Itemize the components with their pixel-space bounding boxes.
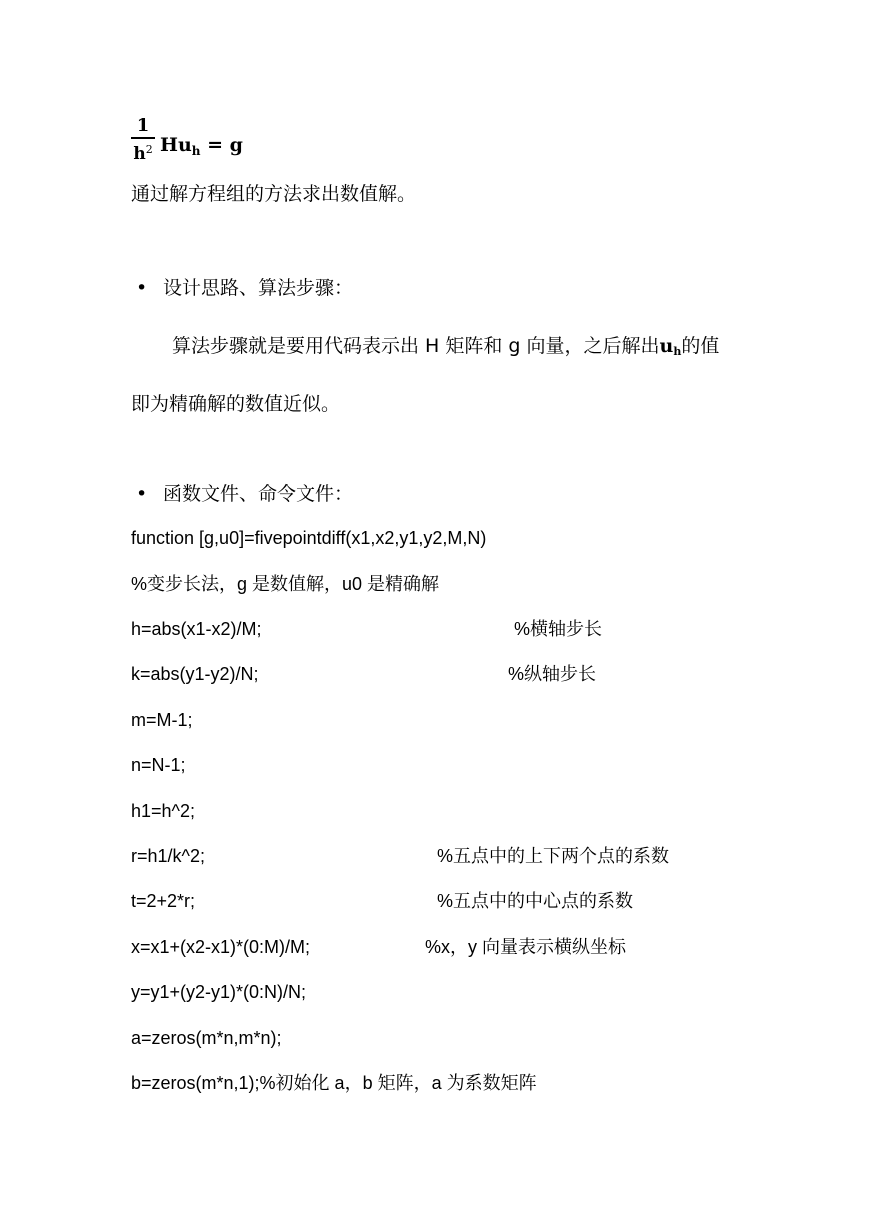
code-line: h1=h^2; [131, 801, 196, 821]
intro-line: 通过解方程组的方法求出数值解。 [131, 183, 417, 205]
bullet-icon: • [136, 277, 148, 299]
bullet-icon: • [136, 483, 148, 505]
section-heading-design [136, 276, 353, 300]
code-line: m=M-1; [131, 710, 193, 730]
paragraph-part2: 的值 [681, 335, 720, 357]
fraction-denominator [131, 141, 155, 163]
denominator-base: h [133, 143, 146, 164]
code-comment: %五点中的上下两个点的系数 [437, 846, 670, 866]
code-line: x=x1+(x2-x1)*(0:M)/M; [131, 937, 311, 957]
uh-symbol [660, 335, 682, 357]
section-heading-files [136, 482, 353, 506]
fraction [131, 116, 155, 163]
rhs-main: Hu [160, 134, 192, 156]
code-line: function [g,u0]=fivepointdiff(x1,x2,y1,y2,M,N) [131, 528, 487, 548]
section-heading-text: 函数文件、命令文件： [163, 483, 354, 505]
code-line: %变步长法，g 是数值解，u0 是精确解 [131, 574, 440, 594]
code-line: y=y1+(y2-y1)*(0:N)/N; [131, 982, 307, 1002]
code-line: r=h1/k^2; [131, 846, 205, 866]
code-comment: %五点中的中心点的系数 [437, 891, 634, 911]
section-heading-text: 设计思路、算法步骤： [163, 277, 354, 299]
rhs-tail: = g [200, 134, 243, 156]
uh-main: u [659, 335, 674, 357]
paragraph-line-1 [172, 334, 719, 364]
code-comment: %纵轴步长 [508, 664, 597, 684]
code-line: a=zeros(m*n,m*n); [131, 1028, 282, 1048]
paragraph-part1: 算法步骤就是要用代码表示出 H 矩阵和 g 向量，之后解出 [172, 335, 660, 357]
equation-rhs [160, 134, 243, 158]
fraction-numerator: 1 [136, 115, 150, 136]
code-comment: %x，y 向量表示横纵坐标 [425, 937, 627, 957]
code-line: b=zeros(m*n,1);%初始化 a，b 矩阵，a 为系数矩阵 [131, 1073, 537, 1093]
fraction-bar [131, 137, 155, 139]
denominator-exponent: 2 [145, 142, 153, 156]
code-line: h=abs(x1-x2)/M; [131, 619, 262, 639]
uh-subscript: h [673, 345, 682, 358]
code-comment: %横轴步长 [514, 619, 603, 639]
code-line: t=2+2*r; [131, 891, 196, 911]
rhs-subscript: h [191, 144, 201, 158]
code-line: k=abs(y1-y2)/N; [131, 664, 259, 684]
code-line: n=N-1; [131, 755, 186, 775]
paragraph-line-2: 即为精确解的数值近似。 [131, 393, 341, 415]
